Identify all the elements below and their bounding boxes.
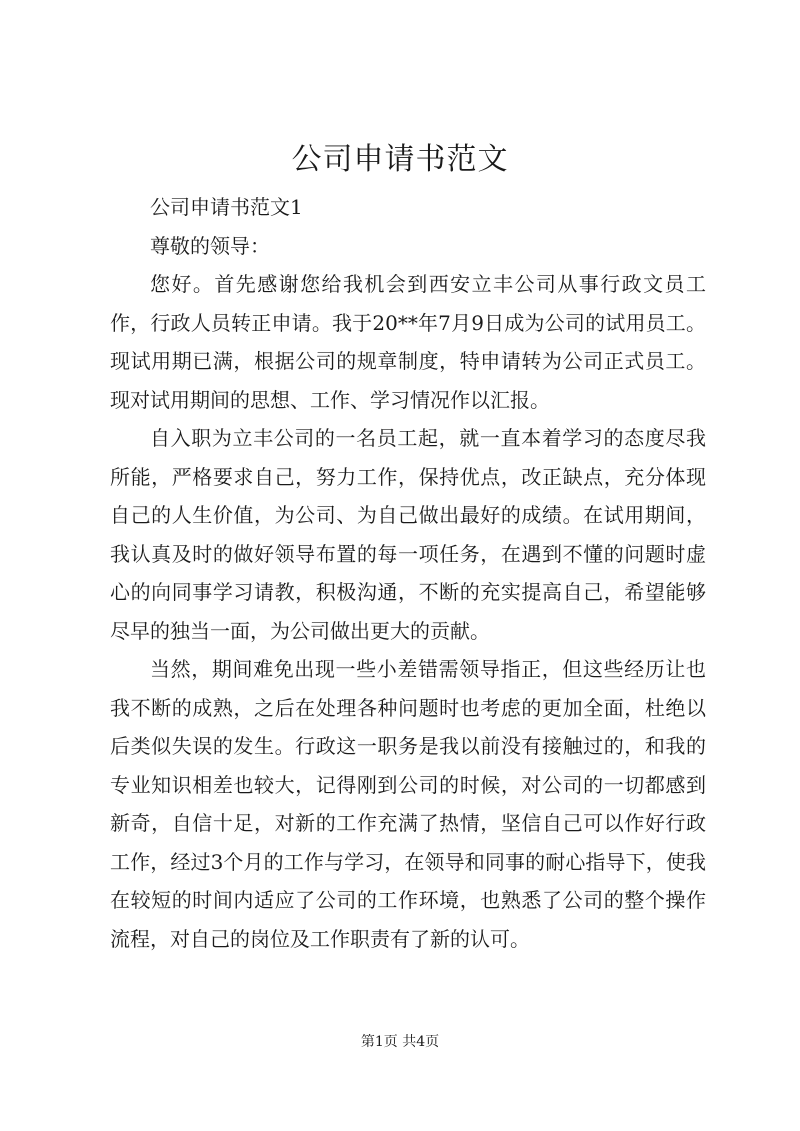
document-body	[110, 188, 706, 958]
paragraph-2: 自入职为立丰公司的一名员工起，就一直本着学习的态度尽我所能，严格要求自己，努力工作，保持优点，改正缺点，充分体现自己的人生价值，为公司、为自己做出最好的成绩。在试用期间，我认真及时的做好领导布置的每一项任务，在遇到不懂的问题时虚心的向同事学习请教，积极沟通，不断的充实提高自己，希望能够尽早的独当一面，为公司做出更大的贡献。	[110, 426, 706, 643]
salutation: 尊敬的领导：	[150, 233, 270, 258]
paragraph-1: 您好。首先感谢您给我机会到西安立丰公司从事行政文员工作，行政人员转正申请。我于20**年7月9日成为公司的试用员工。现试用期已满，根据公司的规章制度，特申请转为公司正式员工。现对试用期间的思想、工作、学习情况作以汇报。	[110, 272, 706, 412]
page-footer: 第1页 共4页	[360, 1034, 440, 1050]
paragraph-3: 当然，期间难免出现一些小差错需领导指正，但这些经历让也我不断的成熟，之后在处理各种问题时也考虑的更加全面，杜绝以后类似失误的发生。行政这一职务是我以前没有接触过的，和我的专业知识相差也较大，记得刚到公司的时候，对公司的一切都感到新奇，自信十足，对新的工作充满了热情，坚信自己可以作好行政工作，经过3个月的工作与学习，在领导和同事的耐心指导下，使我在较短的时间内适应了公司的工作环境，也熟悉了公司的整个操作流程，对自己的岗位及工作职责有了新的认可。	[110, 657, 706, 951]
section-heading: 公司申请书范文1	[150, 195, 303, 219]
document-title: 公司申请书范文	[291, 142, 509, 177]
